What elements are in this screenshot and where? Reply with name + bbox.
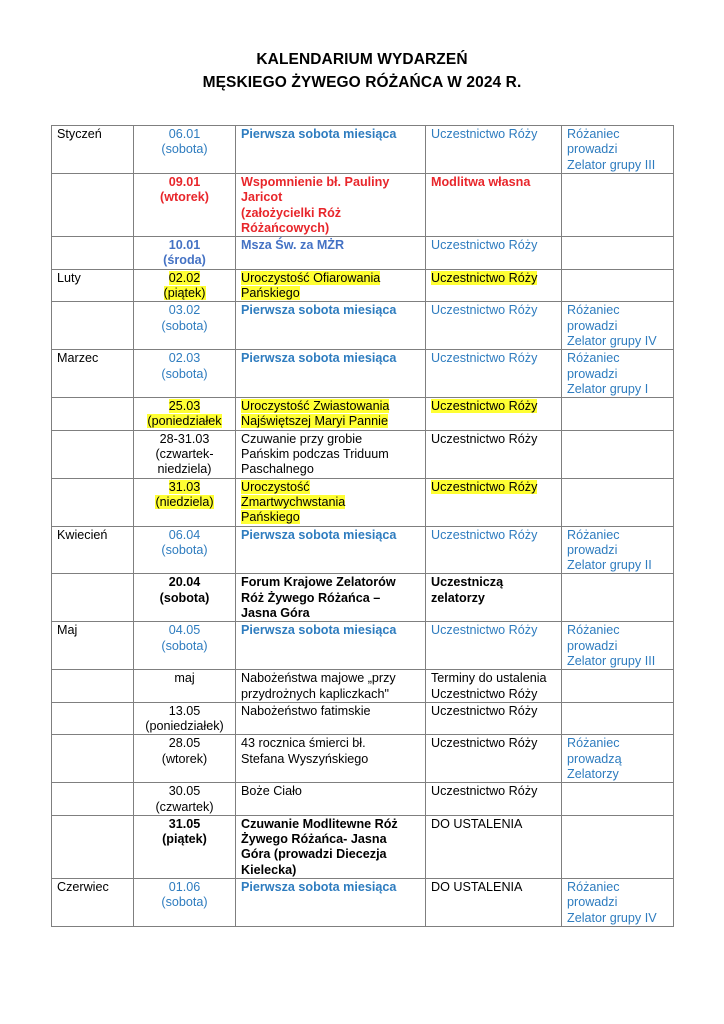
participation-cell-line: Uczestnictwo Róży xyxy=(431,270,538,285)
event-cell xyxy=(236,526,426,574)
date-cell-line: (wtorek) xyxy=(160,190,209,205)
title-line-2: MĘSKIEGO ŻYWEGO RÓŻAŃCA W 2024 R. xyxy=(202,74,522,91)
table-row xyxy=(52,622,674,670)
participation-cell-line: Uczestnictwo Róży xyxy=(431,527,538,542)
date-cell xyxy=(134,702,236,735)
month-cell xyxy=(52,478,134,526)
participation-cell xyxy=(426,430,562,478)
event-cell xyxy=(236,350,426,398)
table-row xyxy=(52,815,674,878)
event-cell-line: Pańskiego xyxy=(241,510,300,525)
table-row xyxy=(52,526,674,574)
notes-cell xyxy=(562,670,674,703)
participation-cell-line: Uczestnictwo Róży xyxy=(431,127,538,141)
notes-cell xyxy=(562,526,674,574)
participation-cell xyxy=(426,269,562,302)
month-cell xyxy=(52,398,134,431)
table-row xyxy=(52,879,674,927)
notes-cell-line: Zelator grupy III xyxy=(567,157,656,172)
date-cell xyxy=(134,783,236,816)
event-cell xyxy=(236,269,426,302)
event-cell-line: (założycielki Róż xyxy=(241,205,342,220)
notes-cell-line: Zelator grupy IV xyxy=(567,910,657,925)
participation-cell xyxy=(426,126,562,174)
date-cell-line: 06.04 xyxy=(168,527,201,542)
event-cell xyxy=(236,815,426,878)
notes-cell-line: Różaniec xyxy=(567,527,620,542)
month-cell xyxy=(52,350,134,398)
table-row xyxy=(52,478,674,526)
date-cell-line: 30.05 xyxy=(168,784,201,799)
date-cell-line: niedziela) xyxy=(157,462,212,477)
event-cell-line: 43 rocznica śmierci bł. xyxy=(241,736,366,751)
participation-cell-line: Uczestnictwo Róży xyxy=(431,784,538,799)
notes-cell-line: Zelatorzy xyxy=(567,766,619,781)
event-cell-line: Pierwsza sobota miesiąca xyxy=(241,880,397,895)
date-cell xyxy=(134,574,236,622)
notes-cell-line: prowadzi xyxy=(567,638,618,653)
event-cell-line: Jaricot xyxy=(241,190,283,205)
participation-cell-line: Uczestnictwo Róży xyxy=(431,399,538,414)
event-cell-line: Boże Ciało xyxy=(241,784,302,799)
participation-cell-line: Uczestnictwo Róży xyxy=(431,703,538,718)
event-cell xyxy=(236,574,426,622)
participation-cell xyxy=(426,478,562,526)
date-cell-line: (sobota) xyxy=(161,542,208,557)
month-cell xyxy=(52,574,134,622)
event-cell-line: Jasna Góra xyxy=(241,606,310,621)
table-row xyxy=(52,302,674,350)
participation-cell xyxy=(426,879,562,927)
event-cell-line: Kielecka) xyxy=(241,862,297,877)
notes-cell xyxy=(562,269,674,302)
participation-cell-line: Uczestnictwo Róży xyxy=(431,479,538,494)
event-cell xyxy=(236,302,426,350)
month-label: Luty xyxy=(57,270,81,285)
notes-cell-line: prowadzi xyxy=(567,542,618,557)
notes-cell xyxy=(562,622,674,670)
participation-cell-line: Uczestniczą xyxy=(431,575,504,590)
date-cell-line: (sobota) xyxy=(161,895,208,910)
participation-cell-line: Uczestnictwo Róży xyxy=(431,431,538,446)
event-cell-line: Uroczystość Ofiarowania xyxy=(241,270,381,285)
date-cell-line: 02.02 xyxy=(168,270,201,285)
participation-cell xyxy=(426,702,562,735)
date-cell-line: (niedziela) xyxy=(155,494,214,509)
month-cell xyxy=(52,237,134,270)
date-cell xyxy=(134,126,236,174)
event-cell-line: Pierwsza sobota miesiąca xyxy=(241,303,397,318)
date-cell xyxy=(134,735,236,783)
event-cell xyxy=(236,174,426,237)
participation-cell xyxy=(426,526,562,574)
participation-cell xyxy=(426,670,562,703)
events-calendar-table xyxy=(51,125,674,927)
month-cell xyxy=(52,526,134,574)
participation-cell-line: Uczestnictwo Róży xyxy=(431,303,538,318)
notes-cell xyxy=(562,815,674,878)
notes-cell-line: Różaniec xyxy=(567,351,620,366)
event-cell-line: Żywego Różańca- Jasna xyxy=(241,832,387,847)
event-cell-line: Najświętszej Maryi Pannie xyxy=(241,414,388,429)
participation-cell-line: Uczestnictwo Róży xyxy=(431,238,538,253)
participation-cell-line: Modlitwa własna xyxy=(431,175,531,189)
participation-cell xyxy=(426,622,562,670)
event-cell-line: Pierwsza sobota miesiąca xyxy=(241,351,397,366)
date-cell-line: (sobota) xyxy=(161,638,208,653)
month-label: Maj xyxy=(57,623,78,638)
date-cell xyxy=(134,350,236,398)
date-cell-line: (sobota) xyxy=(159,590,210,605)
participation-cell-line: Uczestnictwo Róży xyxy=(431,686,538,701)
notes-cell xyxy=(562,783,674,816)
date-cell-line: 25.03 xyxy=(168,399,201,414)
notes-cell-line: Zelator grupy II xyxy=(567,558,652,573)
notes-cell-line: prowadzi xyxy=(567,142,618,157)
event-cell xyxy=(236,430,426,478)
month-cell xyxy=(52,430,134,478)
date-cell-line: 02.03 xyxy=(168,351,201,366)
date-cell xyxy=(134,174,236,237)
month-cell xyxy=(52,126,134,174)
date-cell xyxy=(134,526,236,574)
notes-cell-line: Zelator grupy III xyxy=(567,653,656,668)
date-cell-line: (środa) xyxy=(163,253,206,268)
date-cell xyxy=(134,478,236,526)
month-cell xyxy=(52,879,134,927)
event-cell-line: Uroczystość Zwiastowania xyxy=(241,399,390,414)
date-cell-line: 04.05 xyxy=(168,623,201,638)
month-label: Czerwiec xyxy=(57,880,109,895)
event-cell-line: Pańskim podczas Triduum xyxy=(241,447,389,462)
date-cell xyxy=(134,269,236,302)
event-cell-line: Zmartwychwstania xyxy=(241,494,346,509)
notes-cell xyxy=(562,735,674,783)
event-cell-line: Paschalnego xyxy=(241,462,314,477)
month-cell xyxy=(52,269,134,302)
notes-cell-line: Różaniec xyxy=(567,623,620,638)
event-cell-line: Msza Św. za MŻR xyxy=(241,238,345,253)
date-cell-line: maj xyxy=(174,671,195,686)
date-cell-line: (sobota) xyxy=(161,366,208,381)
event-cell xyxy=(236,735,426,783)
date-cell xyxy=(134,815,236,878)
date-cell xyxy=(134,879,236,927)
date-cell-line: 01.06 xyxy=(168,880,201,895)
participation-cell-line: Uczestnictwo Róży xyxy=(431,736,538,751)
event-cell-line: Uroczystość xyxy=(241,479,310,494)
date-cell-line: 28.05 xyxy=(168,736,201,751)
notes-cell-line: Różaniec xyxy=(567,127,620,141)
notes-cell xyxy=(562,430,674,478)
month-cell xyxy=(52,783,134,816)
month-cell xyxy=(52,702,134,735)
table-row xyxy=(52,269,674,302)
date-cell-line: 20.04 xyxy=(168,575,201,590)
date-cell-line: 31.05 xyxy=(168,816,201,831)
event-cell xyxy=(236,126,426,174)
date-cell xyxy=(134,670,236,703)
month-cell xyxy=(52,174,134,237)
event-cell-line: Różańcowych) xyxy=(241,220,330,235)
participation-cell-line: Uczestnictwo Róży xyxy=(431,351,538,366)
notes-cell xyxy=(562,174,674,237)
participation-cell xyxy=(426,350,562,398)
date-cell-line: (sobota) xyxy=(161,318,208,333)
month-cell xyxy=(52,735,134,783)
participation-cell xyxy=(426,237,562,270)
date-cell-line: (piątek) xyxy=(163,286,206,301)
participation-cell xyxy=(426,735,562,783)
month-cell xyxy=(52,815,134,878)
notes-cell xyxy=(562,574,674,622)
date-cell xyxy=(134,302,236,350)
event-cell-line: przydrożnych kapliczkach" xyxy=(241,686,389,701)
notes-cell-line: Różaniec xyxy=(567,303,620,318)
table-row xyxy=(52,398,674,431)
date-cell-line: 03.02 xyxy=(168,303,201,318)
event-cell xyxy=(236,670,426,703)
event-cell-line: Nabożeństwa majowe „przy xyxy=(241,671,396,686)
date-cell-line: (sobota) xyxy=(161,142,208,157)
participation-cell xyxy=(426,302,562,350)
table-row xyxy=(52,783,674,816)
notes-cell-line: Różaniec xyxy=(567,880,620,895)
table-row xyxy=(52,350,674,398)
table-row xyxy=(52,670,674,703)
date-cell-line: 10.01 xyxy=(168,238,201,253)
date-cell xyxy=(134,237,236,270)
notes-cell-line: prowadzi xyxy=(567,366,618,381)
document-title xyxy=(0,48,724,94)
table-row xyxy=(52,126,674,174)
date-cell-line: (poniedziałek) xyxy=(145,719,224,734)
event-cell-line: Wspomnienie bł. Pauliny xyxy=(241,175,390,189)
event-cell-line: Forum Krajowe Zelatorów xyxy=(241,575,396,590)
date-cell-line: 13.05 xyxy=(168,703,201,718)
event-cell-line: Stefana Wyszyńskiego xyxy=(241,751,369,766)
notes-cell xyxy=(562,126,674,174)
notes-cell xyxy=(562,302,674,350)
date-cell xyxy=(134,430,236,478)
date-cell-line: 06.01 xyxy=(168,127,201,141)
table-row xyxy=(52,574,674,622)
table-row xyxy=(52,702,674,735)
event-cell xyxy=(236,622,426,670)
date-cell xyxy=(134,622,236,670)
month-cell xyxy=(52,670,134,703)
date-cell-line: (piątek) xyxy=(162,832,207,847)
participation-cell-line: DO USTALENIA xyxy=(431,816,523,831)
event-cell xyxy=(236,879,426,927)
month-cell xyxy=(52,302,134,350)
notes-cell xyxy=(562,879,674,927)
table-row xyxy=(52,735,674,783)
event-cell xyxy=(236,237,426,270)
notes-cell xyxy=(562,478,674,526)
participation-cell-line: Terminy do ustalenia xyxy=(431,671,547,686)
month-label: Styczeń xyxy=(57,127,102,141)
month-cell xyxy=(52,622,134,670)
event-cell-line: Pańskiego xyxy=(241,286,300,301)
notes-cell-line: Zelator grupy I xyxy=(567,381,649,396)
notes-cell-line: Różaniec xyxy=(567,736,620,751)
table-row xyxy=(52,237,674,270)
notes-cell-line: Zelator grupy IV xyxy=(567,333,657,348)
event-cell-line: Czuwanie przy grobie xyxy=(241,431,363,446)
participation-cell xyxy=(426,398,562,431)
participation-cell xyxy=(426,815,562,878)
event-cell-line: Róż Żywego Różańca – xyxy=(241,590,381,605)
notes-cell xyxy=(562,237,674,270)
event-cell-line: Czuwanie Modlitewne Róż xyxy=(241,816,398,831)
date-cell xyxy=(134,398,236,431)
table-row xyxy=(52,174,674,237)
date-cell-line: 28-31.03 xyxy=(159,431,210,446)
date-cell-line: 09.01 xyxy=(168,175,201,189)
participation-cell xyxy=(426,574,562,622)
notes-cell xyxy=(562,350,674,398)
notes-cell-line: prowadzi xyxy=(567,318,618,333)
notes-cell-line: prowadzą xyxy=(567,751,622,766)
date-cell-line: (wtorek) xyxy=(161,751,208,766)
event-cell xyxy=(236,783,426,816)
date-cell-line: (poniedziałek xyxy=(147,414,222,429)
event-cell xyxy=(236,398,426,431)
event-cell-line: Pierwsza sobota miesiąca xyxy=(241,527,397,542)
month-label: Marzec xyxy=(57,351,99,366)
notes-cell xyxy=(562,398,674,431)
participation-cell xyxy=(426,783,562,816)
event-cell xyxy=(236,702,426,735)
participation-cell-line: Uczestnictwo Róży xyxy=(431,623,538,638)
date-cell-line: (czwartek- xyxy=(155,447,214,462)
title-line-1: KALENDARIUM WYDARZEŃ xyxy=(256,51,468,68)
participation-cell xyxy=(426,174,562,237)
table-row xyxy=(52,430,674,478)
month-label: Kwiecień xyxy=(57,527,108,542)
event-cell xyxy=(236,478,426,526)
notes-cell xyxy=(562,702,674,735)
event-cell-line: Pierwsza sobota miesiąca xyxy=(241,127,397,141)
notes-cell-line: prowadzi xyxy=(567,895,618,910)
event-cell-line: Pierwsza sobota miesiąca xyxy=(241,623,397,638)
participation-cell-line: DO USTALENIA xyxy=(431,880,523,895)
event-cell-line: Nabożeństwo fatimskie xyxy=(241,703,371,718)
participation-cell-line: zelatorzy xyxy=(431,590,485,605)
date-cell-line: 31.03 xyxy=(168,479,201,494)
date-cell-line: (czwartek) xyxy=(155,799,214,814)
event-cell-line: Góra (prowadzi Diecezja xyxy=(241,847,387,862)
